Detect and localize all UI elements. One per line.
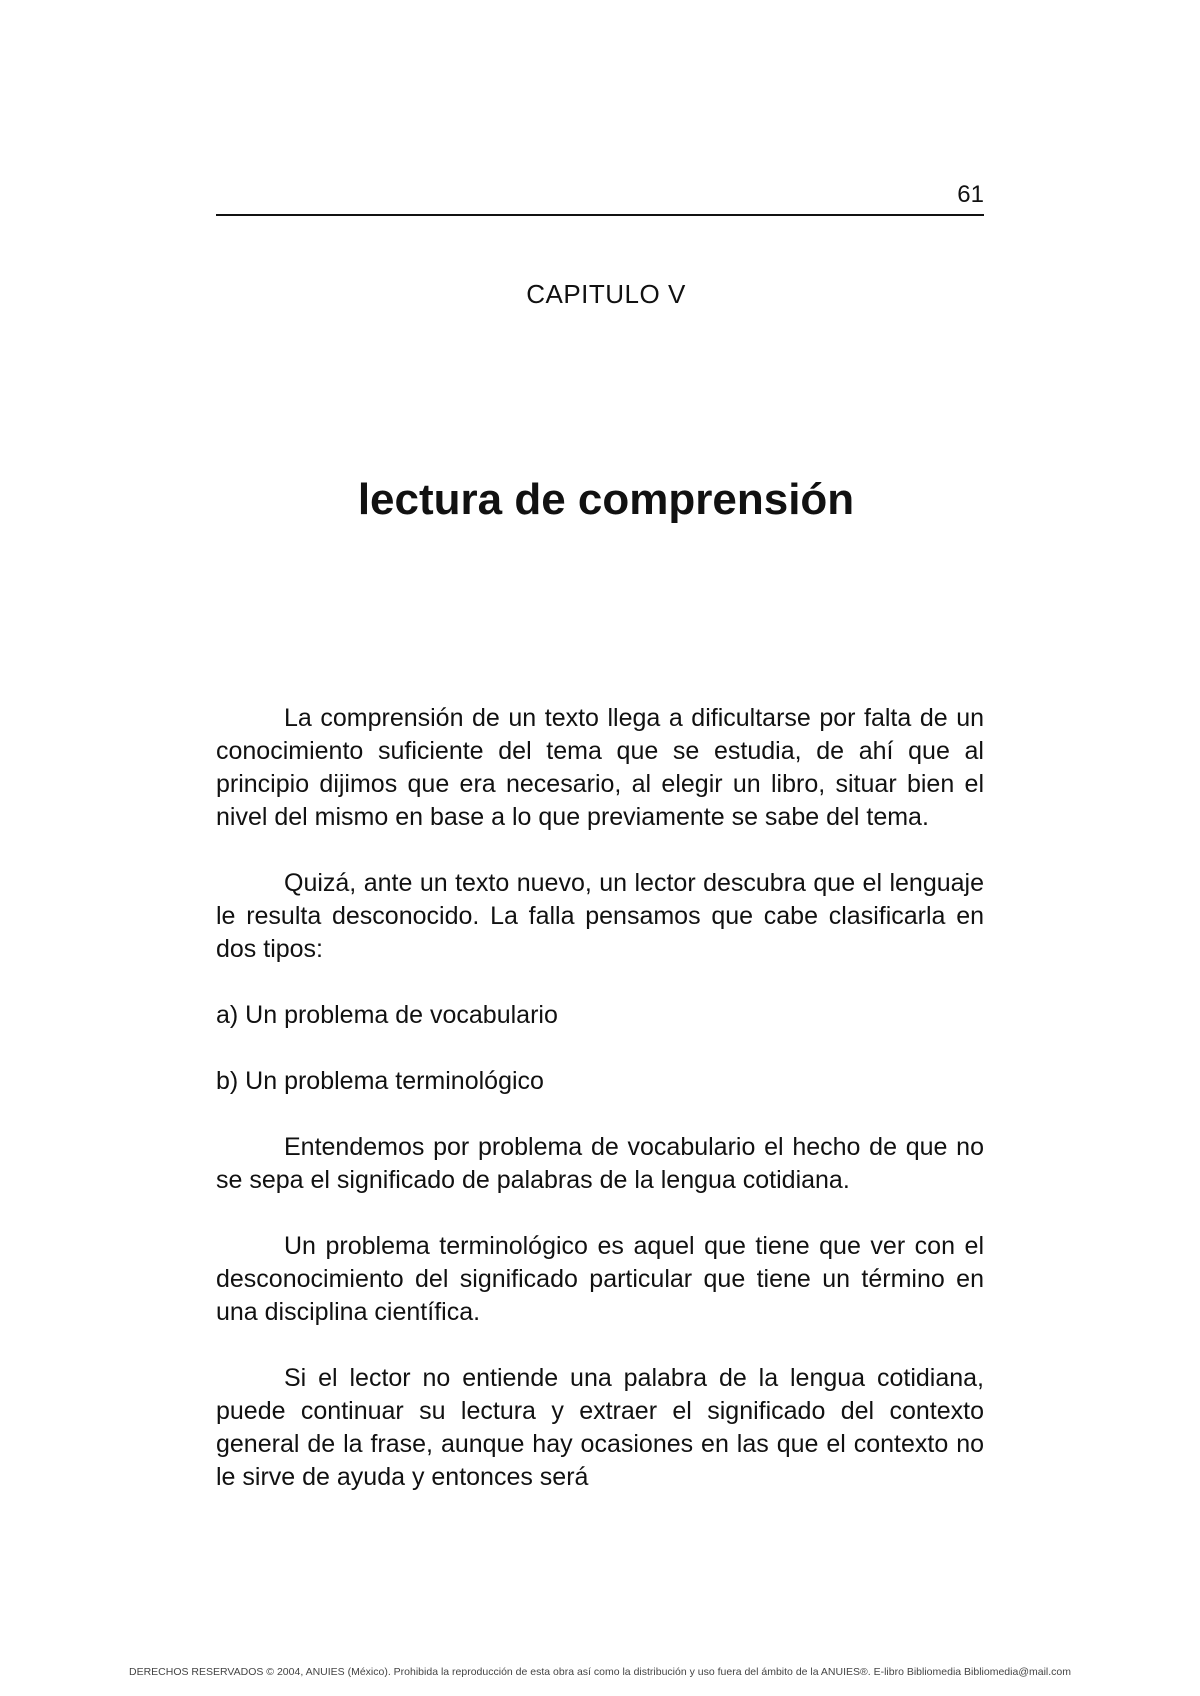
list-item: b) Un problema terminológico — [216, 1067, 544, 1095]
list-item: a) Un problema de vocabulario — [216, 1001, 558, 1029]
copyright-notice: DERECHOS RESERVADOS © 2004, ANUIES (México). Prohibida la reproducción de esta obra así como la distribución y uso fuera del ámbito de la ANUIES®. E-libro Bibliomedia Bibliomedia@mail.com — [129, 1666, 1071, 1678]
paragraph: Quizá, ante un texto nuevo, un lector descubra que el lenguaje le resulta desconocido. La falla pensamos que cabe clasificarla en dos tipos: — [216, 869, 984, 963]
paragraph: Entendemos por problema de vocabulario el hecho de que no se sepa el significado de palabras de la lengua cotidiana. — [216, 1133, 984, 1194]
body-text — [216, 702, 984, 1494]
paragraph: La comprensión de un texto llega a dificultarse por falta de un conocimiento suficiente del tema que se estudia, de ahí que al principio dijimos que era necesario, al elegir un libro, situar bien el nivel del mismo en base a lo que previamente se sabe del tema. — [216, 704, 984, 831]
chapter-label: CAPITULO V — [526, 279, 686, 309]
paragraph: Un problema terminológico es aquel que tiene que ver con el desconocimiento del significado particular que tiene un término en una disciplina científica. — [216, 1232, 984, 1326]
paragraph: Si el lector no entiende una palabra de la lengua cotidiana, puede continuar su lectura y extraer el significado del contexto general de la frase, aunque hay ocasiones en las que el contexto no le sirve de ayuda y entonces será — [216, 1364, 984, 1491]
chapter-title: lectura de comprensión — [357, 475, 855, 524]
header-rule — [216, 214, 984, 216]
page-number: 61 — [957, 181, 984, 208]
